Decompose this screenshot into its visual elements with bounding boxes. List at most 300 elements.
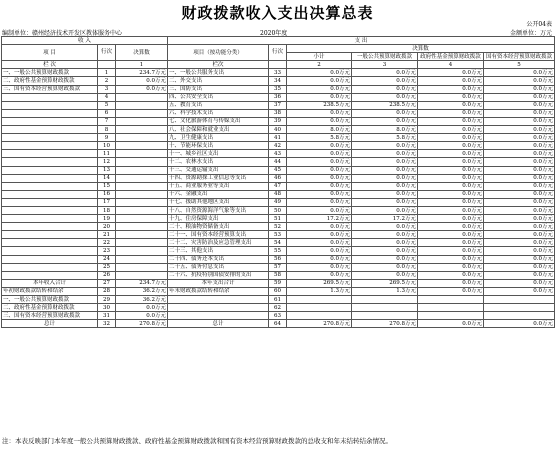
expense-item — [168, 304, 269, 312]
income-item: 三、国有资本经营预算财政拨款 — [2, 312, 98, 320]
expense-state: 0.0万元 — [484, 174, 555, 182]
expense-row-no: 58 — [269, 271, 287, 279]
expense-subtotal — [287, 312, 352, 320]
expense-fund: 0.0万元 — [418, 166, 484, 174]
expense-state: 0.0万元 — [484, 255, 555, 263]
table-row — [2, 69, 555, 77]
expense-subtotal: 0.0万元 — [287, 271, 352, 279]
expense-general — [352, 312, 418, 320]
income-amount — [116, 158, 168, 166]
expense-subtotal: 0.0万元 — [287, 158, 352, 166]
table-row — [2, 271, 555, 279]
expense-fund: 0.0万元 — [418, 150, 484, 158]
expense-fund — [418, 296, 484, 304]
table-row — [2, 206, 555, 214]
expense-subtotal: 0.0万元 — [287, 223, 352, 231]
income-row-no: 25 — [98, 263, 116, 271]
expense-state: 0.0万元 — [484, 231, 555, 239]
expense-item: 年末财政拨款结转和结余 — [168, 287, 269, 295]
table-row — [2, 231, 555, 239]
expense-row-no: 63 — [269, 312, 287, 320]
income-row-no: 30 — [98, 304, 116, 312]
expense-state: 0.0万元 — [484, 279, 555, 287]
expense-state: 0.0万元 — [484, 126, 555, 134]
expense-general: 0.0万元 — [352, 174, 418, 182]
income-amount: 0.0万元 — [116, 304, 168, 312]
expense-general: 0.0万元 — [352, 117, 418, 125]
table-row — [2, 85, 555, 93]
expense-subtotal: 0.0万元 — [287, 198, 352, 206]
expense-fund: 0.0万元 — [418, 247, 484, 255]
expense-row-no: 36 — [269, 93, 287, 101]
income-amount: 0.0万元 — [116, 312, 168, 320]
expense-row-no: 62 — [269, 304, 287, 312]
expense-subtotal: 238.5万元 — [287, 101, 352, 109]
expense-state: 0.0万元 — [484, 158, 555, 166]
expense-item: 十八、自然资源海洋气象等支出 — [168, 206, 269, 214]
expense-state: 0.0万元 — [484, 77, 555, 85]
item-func-header: 项目（按功能分类） — [168, 45, 269, 61]
income-amount — [116, 206, 168, 214]
expense-row-no: 50 — [269, 206, 287, 214]
expense-fund: 0.0万元 — [418, 93, 484, 101]
expense-row-no: 54 — [269, 239, 287, 247]
expense-general — [352, 296, 418, 304]
expense-fund: 0.0万元 — [418, 77, 484, 85]
income-amount — [116, 198, 168, 206]
income-row-no: 29 — [98, 296, 116, 304]
expense-fund: 0.0万元 — [418, 117, 484, 125]
expense-subtotal: 0.0万元 — [287, 174, 352, 182]
income-item — [2, 206, 98, 214]
income-item — [2, 239, 98, 247]
income-row-no: 15 — [98, 182, 116, 190]
expense-fund: 0.0万元 — [418, 206, 484, 214]
expense-row-no: 61 — [269, 296, 287, 304]
income-row-no: 21 — [98, 231, 116, 239]
table-number: 公开04表 — [526, 21, 552, 28]
table-row — [2, 166, 555, 174]
column-1: 1 — [116, 61, 168, 69]
expense-subtotal: 0.0万元 — [287, 77, 352, 85]
income-item — [2, 247, 98, 255]
expense-general: 269.5万元 — [352, 279, 418, 287]
income-row-no: 14 — [98, 174, 116, 182]
expense-subtotal: 0.0万元 — [287, 117, 352, 125]
expense-state: 0.0万元 — [484, 142, 555, 150]
expense-item: 十三、交通运输支出 — [168, 166, 269, 174]
income-item: 三、国有资本经营预算财政拨款 — [2, 85, 98, 93]
table-row — [2, 101, 555, 109]
expense-row-no: 52 — [269, 223, 287, 231]
income-row-no: 26 — [98, 271, 116, 279]
table-row — [2, 126, 555, 134]
expense-row-no: 41 — [269, 134, 287, 142]
expense-state: 0.0万元 — [484, 101, 555, 109]
expense-item: 二十、粮油物资储备支出 — [168, 223, 269, 231]
income-row-no: 11 — [98, 150, 116, 158]
expense-row-no: 34 — [269, 77, 287, 85]
expense-general: 0.0万元 — [352, 247, 418, 255]
expense-state: 0.0万元 — [484, 198, 555, 206]
expense-item: 十一、城乡社区支出 — [168, 150, 269, 158]
expense-general: 238.5万元 — [352, 101, 418, 109]
expense-row-no: 35 — [269, 85, 287, 93]
expense-subtotal: 0.0万元 — [287, 93, 352, 101]
table-row — [2, 223, 555, 231]
column-label-no-right — [269, 61, 287, 69]
expense-item: 十二、农林水支出 — [168, 158, 269, 166]
expense-subtotal: 270.8万元 — [287, 320, 352, 328]
expense-subtotal — [287, 304, 352, 312]
expense-subtotal: 0.0万元 — [287, 166, 352, 174]
income-item: 总计 — [2, 320, 98, 328]
expense-subtotal: 0.0万元 — [287, 206, 352, 214]
expense-item: 十六、金融支出 — [168, 190, 269, 198]
income-row-no: 20 — [98, 223, 116, 231]
expense-item — [168, 312, 269, 320]
expense-fund: 0.0万元 — [418, 198, 484, 206]
table-row — [2, 198, 555, 206]
income-amount: 36.2万元 — [116, 287, 168, 295]
income-amount — [116, 117, 168, 125]
expense-subtotal: 0.0万元 — [287, 69, 352, 77]
income-amount: 0.0万元 — [116, 85, 168, 93]
expense-row-no: 49 — [269, 198, 287, 206]
income-row-no: 27 — [98, 279, 116, 287]
expense-fund: 0.0万元 — [418, 231, 484, 239]
expense-row-no: 39 — [269, 117, 287, 125]
column-5: 5 — [484, 61, 555, 69]
income-row-no: 9 — [98, 134, 116, 142]
income-amount — [116, 134, 168, 142]
income-amount — [116, 93, 168, 101]
income-amount: 0.0万元 — [116, 77, 168, 85]
table-row — [2, 304, 555, 312]
column-3: 3 — [352, 61, 418, 69]
income-amount — [116, 150, 168, 158]
expense-state: 0.0万元 — [484, 93, 555, 101]
expense-state: 0.0万元 — [484, 263, 555, 271]
expense-fund: 0.0万元 — [418, 271, 484, 279]
income-row-no: 28 — [98, 287, 116, 295]
table-row — [2, 320, 555, 328]
expense-subtotal: 269.5万元 — [287, 279, 352, 287]
row-no-header: 行次 — [98, 45, 116, 61]
expense-item: 十五、商业服务业等支出 — [168, 182, 269, 190]
expense-row-no: 37 — [269, 101, 287, 109]
income-row-no: 5 — [98, 101, 116, 109]
table-row — [2, 158, 555, 166]
expense-row-no: 57 — [269, 263, 287, 271]
expense-item: 四、公共安全支出 — [168, 93, 269, 101]
expense-state: 0.0万元 — [484, 190, 555, 198]
income-item — [2, 158, 98, 166]
expense-general: 0.0万元 — [352, 223, 418, 231]
expense-item: 十四、资源勘探工业信息等支出 — [168, 174, 269, 182]
expense-state: 0.0万元 — [484, 215, 555, 223]
expense-item: 十、节能环保支出 — [168, 142, 269, 150]
income-amount — [116, 109, 168, 117]
expense-fund — [418, 304, 484, 312]
income-row-no: 8 — [98, 126, 116, 134]
expense-item: 二十六、抗疫特别国债安排的支出 — [168, 271, 269, 279]
expense-subtotal: 0.0万元 — [287, 231, 352, 239]
expense-general: 270.8万元 — [352, 320, 418, 328]
expense-item: 本年支出合计 — [168, 279, 269, 287]
expense-general: 0.0万元 — [352, 150, 418, 158]
expense-general: 0.0万元 — [352, 239, 418, 247]
expense-row-no: 51 — [269, 215, 287, 223]
expense-fund: 0.0万元 — [418, 158, 484, 166]
expense-fund: 0.0万元 — [418, 190, 484, 198]
table-row — [2, 279, 555, 287]
income-row-no: 10 — [98, 142, 116, 150]
expense-header: 支 出 — [168, 37, 555, 45]
expense-item: 二十二、灾害防治及应急管理支出 — [168, 239, 269, 247]
income-item — [2, 109, 98, 117]
income-item — [2, 101, 98, 109]
income-item — [2, 166, 98, 174]
expense-item — [168, 296, 269, 304]
income-row-no: 3 — [98, 85, 116, 93]
table-row — [2, 93, 555, 101]
expense-general: 0.0万元 — [352, 190, 418, 198]
expense-subtotal: 0.0万元 — [287, 182, 352, 190]
table-row — [2, 142, 555, 150]
expense-general: 0.0万元 — [352, 263, 418, 271]
expense-state: 0.0万元 — [484, 134, 555, 142]
expense-state: 0.0万元 — [484, 85, 555, 93]
income-item — [2, 190, 98, 198]
table-row — [2, 174, 555, 182]
income-item — [2, 142, 98, 150]
income-header: 收 入 — [2, 37, 168, 45]
income-row-no: 24 — [98, 255, 116, 263]
expense-subtotal: 17.2万元 — [287, 215, 352, 223]
expense-fund: 0.0万元 — [418, 320, 484, 328]
expense-subtotal: 1.3万元 — [287, 287, 352, 295]
column-2: 2 — [287, 61, 352, 69]
expense-fund: 0.0万元 — [418, 182, 484, 190]
amount-unit: 金额单位：万元 — [509, 30, 552, 37]
expense-state: 0.0万元 — [484, 166, 555, 174]
column-label-expense: 栏次 — [168, 61, 269, 69]
expense-subtotal: 0.0万元 — [287, 263, 352, 271]
expense-item: 十七、援助其他地区支出 — [168, 198, 269, 206]
income-row-no: 16 — [98, 190, 116, 198]
expense-state: 0.0万元 — [484, 109, 555, 117]
expense-state — [484, 296, 555, 304]
expense-general: 0.0万元 — [352, 166, 418, 174]
income-row-no: 1 — [98, 69, 116, 77]
expense-row-no: 45 — [269, 166, 287, 174]
table-row — [2, 312, 555, 320]
expense-item: 十九、住房保障支出 — [168, 215, 269, 223]
income-amount — [116, 190, 168, 198]
table-row — [2, 150, 555, 158]
income-amount: 36.2万元 — [116, 296, 168, 304]
compiling-unit: 编制单位：赣州经济技术开发区教体服务中心 — [2, 30, 123, 37]
income-amount — [116, 263, 168, 271]
expense-row-no: 42 — [269, 142, 287, 150]
income-row-no: 12 — [98, 158, 116, 166]
income-item — [2, 231, 98, 239]
fund-budget-header: 政府性基金预算财政拨款 — [418, 53, 484, 61]
expense-fund: 0.0万元 — [418, 69, 484, 77]
expense-general — [352, 304, 418, 312]
expense-item: 五、教育支出 — [168, 101, 269, 109]
expense-general: 0.0万元 — [352, 69, 418, 77]
income-item: 年初财政拨款结转和结余 — [2, 287, 98, 295]
expense-item: 六、科学技术支出 — [168, 109, 269, 117]
income-row-no: 4 — [98, 93, 116, 101]
expense-general: 0.0万元 — [352, 109, 418, 117]
income-amount: 270.8万元 — [116, 320, 168, 328]
income-row-no: 6 — [98, 109, 116, 117]
expense-item: 九、卫生健康支出 — [168, 134, 269, 142]
table-row — [2, 239, 555, 247]
expense-subtotal — [287, 296, 352, 304]
income-item — [2, 134, 98, 142]
state-capital-header: 国有资本经营预算财政拨款 — [484, 53, 555, 61]
expense-subtotal: 0.0万元 — [287, 190, 352, 198]
expense-state: 0.0万元 — [484, 320, 555, 328]
income-amount: 234.7万元 — [116, 279, 168, 287]
expense-item: 二十五、债务付息支出 — [168, 263, 269, 271]
expense-row-no: 53 — [269, 231, 287, 239]
expense-general: 0.0万元 — [352, 93, 418, 101]
expense-subtotal: 0.0万元 — [287, 142, 352, 150]
income-row-no: 7 — [98, 117, 116, 125]
expense-row-no: 55 — [269, 247, 287, 255]
expense-general: 8.0万元 — [352, 126, 418, 134]
income-amount — [116, 166, 168, 174]
income-amount — [116, 174, 168, 182]
table-row — [2, 287, 555, 295]
income-amount — [116, 247, 168, 255]
table-row — [2, 117, 555, 125]
income-item — [2, 255, 98, 263]
income-amount — [116, 215, 168, 223]
expense-fund — [418, 312, 484, 320]
expense-state: 0.0万元 — [484, 150, 555, 158]
table-row — [2, 296, 555, 304]
item-header: 项 目 — [2, 45, 98, 61]
expense-item: 八、社会保障和就业支出 — [168, 126, 269, 134]
table-row — [2, 77, 555, 85]
column-label-no — [98, 61, 116, 69]
income-amount — [116, 126, 168, 134]
expense-fund: 0.0万元 — [418, 287, 484, 295]
table-row — [2, 190, 555, 198]
income-item — [2, 215, 98, 223]
expense-subtotal: 5.8万元 — [287, 134, 352, 142]
report-title: 财政拨款收入支出决算总表 — [181, 4, 374, 22]
expense-general: 1.3万元 — [352, 287, 418, 295]
income-item — [2, 117, 98, 125]
expense-general: 0.0万元 — [352, 198, 418, 206]
expense-row-no: 38 — [269, 109, 287, 117]
expense-general: 17.2万元 — [352, 215, 418, 223]
table-row — [2, 134, 555, 142]
settlement-header: 决算数 — [287, 45, 555, 53]
expense-subtotal: 0.0万元 — [287, 247, 352, 255]
income-item — [2, 271, 98, 279]
table-row — [2, 247, 555, 255]
expense-fund: 0.0万元 — [418, 142, 484, 150]
expense-row-no: 56 — [269, 255, 287, 263]
expense-fund: 0.0万元 — [418, 134, 484, 142]
expense-fund: 0.0万元 — [418, 223, 484, 231]
income-item — [2, 182, 98, 190]
expense-general: 0.0万元 — [352, 158, 418, 166]
expense-item: 三、国防支出 — [168, 85, 269, 93]
income-row-no: 18 — [98, 206, 116, 214]
table-row — [2, 263, 555, 271]
income-row-no: 22 — [98, 239, 116, 247]
expense-fund: 0.0万元 — [418, 215, 484, 223]
expense-general: 0.0万元 — [352, 77, 418, 85]
expense-fund: 0.0万元 — [418, 239, 484, 247]
income-amount — [116, 142, 168, 150]
expense-row-no: 40 — [269, 126, 287, 134]
expense-item: 一、一般公共服务支出 — [168, 69, 269, 77]
expense-row-no: 44 — [269, 158, 287, 166]
income-row-no: 19 — [98, 215, 116, 223]
income-item: 一、一般公共预算财政拨款 — [2, 296, 98, 304]
expense-fund: 0.0万元 — [418, 85, 484, 93]
final-amount-header: 决算数 — [116, 45, 168, 61]
income-item — [2, 150, 98, 158]
income-item: 一、一般公共预算财政拨款 — [2, 69, 98, 77]
expense-fund: 0.0万元 — [418, 174, 484, 182]
income-item — [2, 198, 98, 206]
income-item: 本年收入合计 — [2, 279, 98, 287]
footnote: 注：本表反映部门本年度一般公共预算财政拨款、政府性基金预算财政拨款和国有资本经营预算财政拨款的总收支和年末结转结余情况。 — [2, 437, 392, 445]
expense-general: 0.0万元 — [352, 271, 418, 279]
table-row — [2, 109, 555, 117]
expense-subtotal: 0.0万元 — [287, 150, 352, 158]
expense-item: 二十三、其他支出 — [168, 247, 269, 255]
expense-general: 0.0万元 — [352, 182, 418, 190]
income-amount — [116, 223, 168, 231]
column-4: 4 — [418, 61, 484, 69]
expense-item: 总计 — [168, 320, 269, 328]
expense-general: 0.0万元 — [352, 206, 418, 214]
expense-row-no: 47 — [269, 182, 287, 190]
expense-state — [484, 312, 555, 320]
expense-item: 二、外交支出 — [168, 77, 269, 85]
expense-subtotal: 0.0万元 — [287, 255, 352, 263]
expense-general: 0.0万元 — [352, 142, 418, 150]
expense-row-no: 48 — [269, 190, 287, 198]
table-row — [2, 215, 555, 223]
expense-state: 0.0万元 — [484, 271, 555, 279]
expense-row-no: 43 — [269, 150, 287, 158]
income-amount — [116, 231, 168, 239]
income-item: 二、政府性基金预算财政拨款 — [2, 77, 98, 85]
expense-row-no: 64 — [269, 320, 287, 328]
expense-fund: 0.0万元 — [418, 255, 484, 263]
expense-state: 0.0万元 — [484, 287, 555, 295]
expense-row-no: 46 — [269, 174, 287, 182]
income-row-no: 13 — [98, 166, 116, 174]
expense-subtotal: 8.0万元 — [287, 126, 352, 134]
budget-table — [1, 36, 555, 328]
expense-item: 二十四、债务还本支出 — [168, 255, 269, 263]
expense-subtotal: 0.0万元 — [287, 239, 352, 247]
